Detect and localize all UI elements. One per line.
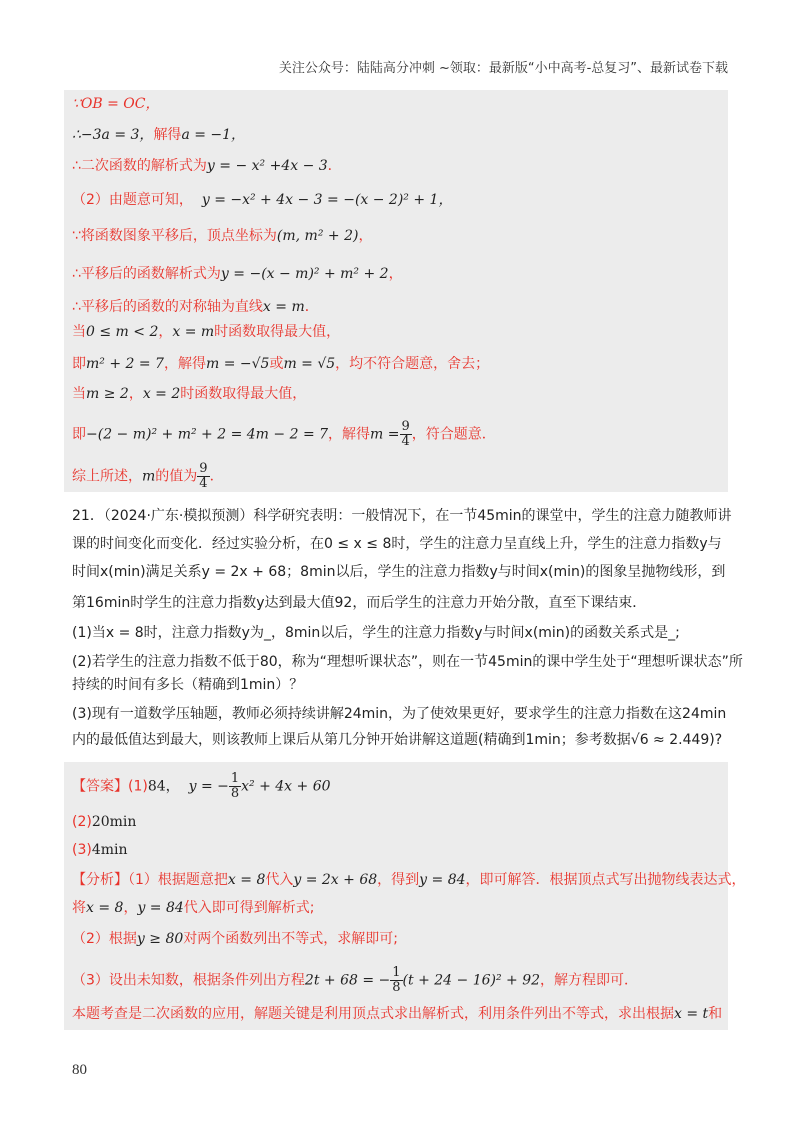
analysis-text: （2）根据 (72, 931, 137, 947)
fraction-numerator: 9 (199, 461, 208, 476)
fraction-denominator: 4 (199, 476, 208, 491)
solution-text: ． (327, 158, 342, 174)
math-expr: y ≥ 80 (136, 931, 184, 947)
question-line-3: 时间x(min)满足关系y = 2x + 68；8min以后，学生的注意力指数y与时间x(min)的图象呈抛物线形，到 (72, 564, 726, 580)
answer-number: (2) (72, 814, 92, 830)
analysis-text: 和 (708, 1006, 723, 1022)
solution-text: ，解得 (328, 426, 371, 443)
solution-line-9 (72, 354, 489, 374)
math-expr: x = 2 (142, 386, 181, 402)
math-expr: m² + 2 = 7 (86, 356, 164, 372)
solution-text: ， (128, 386, 143, 402)
fraction-numerator: 1 (392, 965, 401, 980)
math-expr: 0 ≤ m < 2 (86, 324, 159, 340)
analysis-text: ，即可解答．根据顶点式写出抛物线表达式， (465, 872, 746, 888)
analysis-line-4 (72, 966, 638, 995)
analysis-line-3 (72, 929, 398, 949)
solution-line-2 (72, 125, 245, 145)
math-expr: 20min (91, 814, 137, 830)
analysis-text: ， (123, 900, 138, 916)
solution-line-10 (72, 384, 306, 404)
fraction (400, 420, 412, 449)
solution-text: ∴二次函数的解析式为 (72, 158, 207, 174)
math-expr: y = 84 (137, 900, 184, 916)
math-expr: x = 8 (86, 900, 124, 916)
question-line-7: 持续的时间有多长（精确到1min）？ (72, 677, 304, 693)
solution-text: 的值为 (155, 468, 198, 485)
answer-line-2 (72, 812, 136, 832)
analysis-line-1 (72, 870, 746, 890)
solution-line-4 (72, 190, 452, 210)
solution-text: 解得 (153, 127, 182, 143)
fraction-denominator: 4 (401, 434, 410, 449)
solution-text: （2）由题意可知， (72, 192, 193, 208)
analysis-text: 对两个函数列出不等式，求解即可; (183, 931, 398, 947)
answer-tag: 【答案】 (72, 778, 128, 795)
fraction (229, 772, 241, 801)
analysis-text: 将 (72, 900, 86, 916)
math-expr: y = − (188, 778, 229, 795)
solution-line-11 (72, 420, 496, 449)
question-line-9: 内的最低值达到最大，则该教师上课后从第几分钟开始讲解这道题(精确到1min；参考数据√6 ≈ 2.449)? (72, 732, 723, 748)
fraction (390, 966, 402, 995)
solution-line-1 (72, 94, 160, 114)
solution-text: ∵将函数图象平移后，顶点坐标为 (72, 228, 277, 244)
solution-text: ，均不符合题意，舍去； (335, 356, 490, 372)
answer-line-1 (72, 772, 331, 801)
math-expr: m = (370, 426, 400, 443)
solution-text: 时函数取得最大值， (214, 324, 341, 340)
solution-text: 当 (72, 324, 86, 340)
question-line-1: 21．（2024·广东·模拟预测）科学研究表明：一般情况下，在一节45min的课堂中，学生的注意力随教师讲 (72, 508, 732, 524)
math-expr: 4min (91, 842, 128, 858)
math-expr: y = − x² +4x − 3 (206, 158, 328, 174)
solution-text: 当 (72, 386, 86, 402)
math-expr: m ≥ 2 (86, 386, 129, 402)
question-line-2: 课的时间变化而变化．经过实验分析，在0 ≤ x ≤ 8时，学生的注意力呈直线上升，学生的注意力指数y与 (72, 536, 722, 552)
solution-text: ， (358, 228, 373, 244)
analysis-line-2 (72, 898, 315, 918)
math-expr: x = m (172, 324, 215, 340)
math-expr: (t + 24 − 16)² + 92 (402, 972, 541, 989)
solution-text: 综上所述， (72, 468, 142, 485)
math-expr: x² + 4x + 60 (241, 778, 331, 795)
question-line-4: 第16min时学生的注意力指数y达到最大值92，而后学生的注意力开始分散，直至下课结束． (72, 595, 647, 611)
math-expr: y = −(x − m)² + m² + 2 (220, 266, 389, 282)
answer-number: (1) (128, 778, 148, 795)
solution-text: ， (388, 266, 403, 282)
solution-line-6 (72, 264, 403, 284)
solution-line-12 (72, 462, 224, 491)
solution-line-7 (72, 297, 319, 317)
analysis-text: 代入即可得到解析式; (183, 900, 315, 916)
math-expr: ∴−3a = 3， (72, 127, 154, 143)
fraction-numerator: 1 (230, 771, 240, 786)
solution-text: 或 (269, 356, 284, 372)
analysis-text: ，得到 (377, 872, 420, 888)
solution-text: ，解得 (163, 356, 206, 372)
solution-text: ，符合题意． (411, 426, 496, 443)
question-line-5: (1)当x = 8时，注意力指数y为_，8min以后，学生的注意力指数y与时间x(min)的函数关系式是_; (72, 625, 680, 641)
analysis-text: （3）设出未知数，根据条件列出方程 (72, 972, 305, 989)
analysis-text: 代入 (265, 872, 294, 888)
solution-text: ． (209, 468, 224, 485)
math-expr: m (142, 468, 156, 485)
math-expr: 2t + 68 = − (304, 972, 391, 989)
solution-line-3 (72, 156, 342, 176)
answer-line-3 (72, 840, 128, 860)
math-expr: y = 2x + 68 (293, 872, 378, 888)
page-number: 80 (72, 1062, 87, 1078)
fraction (197, 462, 209, 491)
page-header: 关注公众号：陆陆高分冲刺 ~领取：最新版“小中高考-总复习”、最新试卷下载 (278, 61, 728, 76)
math-expr: y = 84 (419, 872, 466, 888)
math-expr: a = −1， (181, 127, 246, 143)
solution-line-5 (72, 226, 372, 246)
solution-text: 时函数取得最大值， (180, 386, 307, 402)
answer-number: (3) (72, 842, 92, 858)
analysis-text: ，解方程即可． (540, 972, 639, 989)
math-expr: x = m (262, 299, 305, 315)
solution-text: 即 (72, 426, 86, 443)
math-expr: y = −x² + 4x − 3 = −(x − 2)² + 1， (201, 192, 453, 208)
fraction-denominator: 8 (230, 786, 240, 801)
analysis-text: 本题考查是二次函数的应用，解题关键是利用顶点式求出解析式，利用条件列出不等式，求出根据 (72, 1006, 674, 1022)
math-expr: x = 8 (227, 872, 266, 888)
math-expr: −(2 − m)² + m² + 2 = 4m − 2 = 7 (86, 426, 329, 443)
question-line-8: (3)现有一道数学压轴题，教师必须持续讲解24min，为了使效果更好，要求学生的注意力指数在这24min (72, 706, 727, 722)
analysis-text: （1）根据题意把 (128, 872, 228, 888)
solution-text: ∵OB = OC， (72, 96, 160, 112)
analysis-line-5 (72, 1004, 722, 1024)
solution-text: ∴平移后的函数的对称轴为直线 (72, 299, 263, 315)
analysis-tag: 【分析】 (72, 872, 128, 888)
solution-text: ∴平移后的函数解析式为 (72, 266, 221, 282)
fraction-numerator: 9 (401, 419, 410, 434)
solution-text: ． (304, 299, 319, 315)
fraction-denominator: 8 (392, 980, 401, 995)
math-expr: x = t (674, 1006, 709, 1022)
solution-text: ， (158, 324, 173, 340)
math-expr: (m, m² + 2) (276, 228, 359, 244)
math-expr: m = √5 (283, 356, 336, 372)
solution-line-8 (72, 322, 340, 342)
math-expr: 84， (147, 778, 180, 795)
math-expr: m = −√5 (205, 356, 270, 372)
solution-text: 即 (72, 356, 86, 372)
question-line-6: (2)若学生的注意力指数不低于80，称为“理想听课状态”，则在一节45min的课中学生处于“理想听课状态”所 (72, 654, 743, 670)
